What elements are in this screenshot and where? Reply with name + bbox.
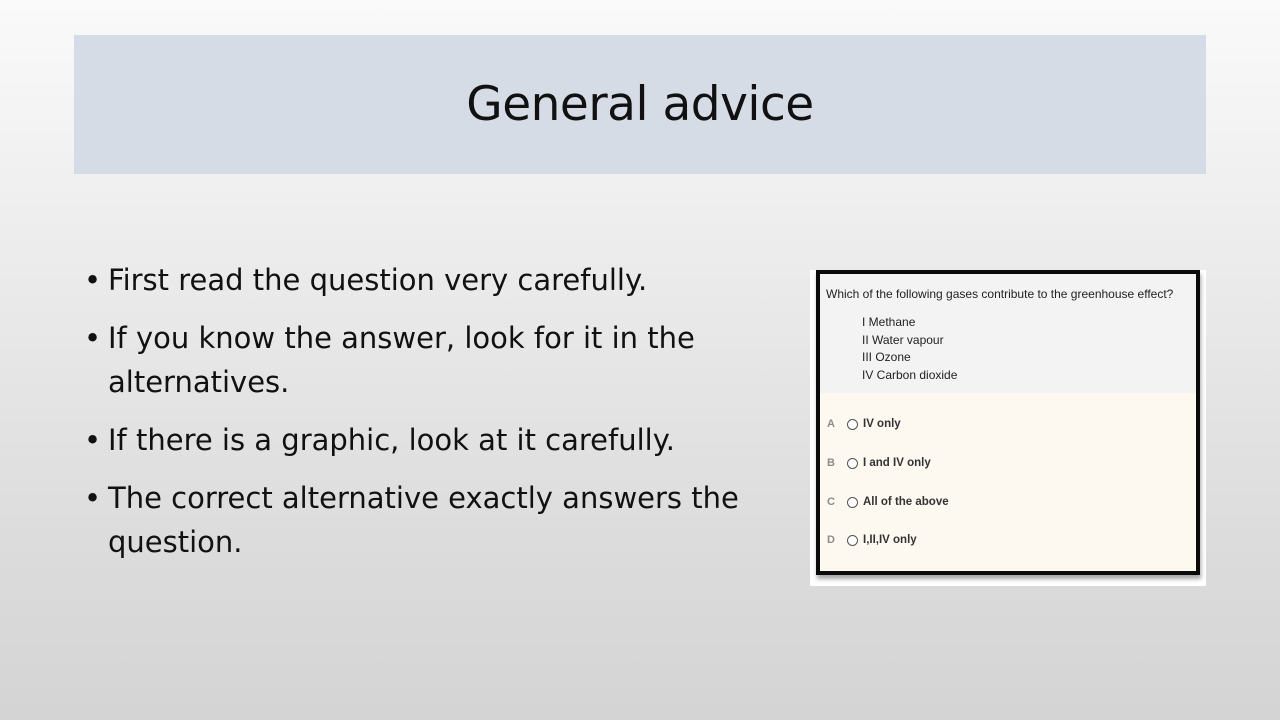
option-letter: B [827,457,835,469]
question-text: Which of the following gases contribute to the greenhouse effect? [826,287,1174,301]
slide-title: General advice [466,77,814,132]
bullet-text: If there is a graphic, look at it carefully. [108,423,675,457]
question-item: I Methane [862,315,916,329]
option-letter: A [827,418,835,430]
option-letter: D [827,534,835,546]
question-header [820,274,1196,393]
radio-button-icon[interactable] [847,419,858,430]
bullet-item [84,418,774,462]
answer-option-b[interactable] [820,453,931,473]
answer-option-c[interactable] [820,492,949,512]
bullet-text: The correct alternative exactly answers the question. [108,481,739,559]
bullet-item [84,316,774,404]
bullet-item [84,476,774,564]
answer-option-d[interactable] [820,530,917,550]
option-label[interactable]: I,II,IV only [863,534,917,546]
question-item: IV Carbon dioxide [862,367,958,382]
bullet-list [84,258,774,578]
question-items [862,314,957,384]
option-label[interactable]: All of the above [863,496,949,508]
radio-button-icon[interactable] [847,458,858,469]
bullet-text: First read the question very carefully. [108,263,648,297]
radio-button-icon[interactable] [847,535,858,546]
bullet-dot-icon: • [84,263,102,297]
answer-option-a[interactable] [820,414,901,434]
radio-button-icon[interactable] [847,497,858,508]
title-band [74,35,1206,174]
bullet-item [84,258,774,302]
bullet-dot-icon: • [84,423,102,457]
question-item: III Ozone [862,350,911,364]
option-label[interactable]: IV only [863,418,901,430]
option-letter: C [827,496,835,508]
option-label[interactable]: I and IV only [863,457,931,469]
bullet-dot-icon: • [84,481,102,515]
quiz-panel [816,270,1200,575]
quiz-screenshot [810,270,1206,586]
question-item: II Water vapour [862,332,944,347]
bullet-dot-icon: • [84,321,102,355]
bullet-text: If you know the answer, look for it in the alternatives. [108,321,695,399]
